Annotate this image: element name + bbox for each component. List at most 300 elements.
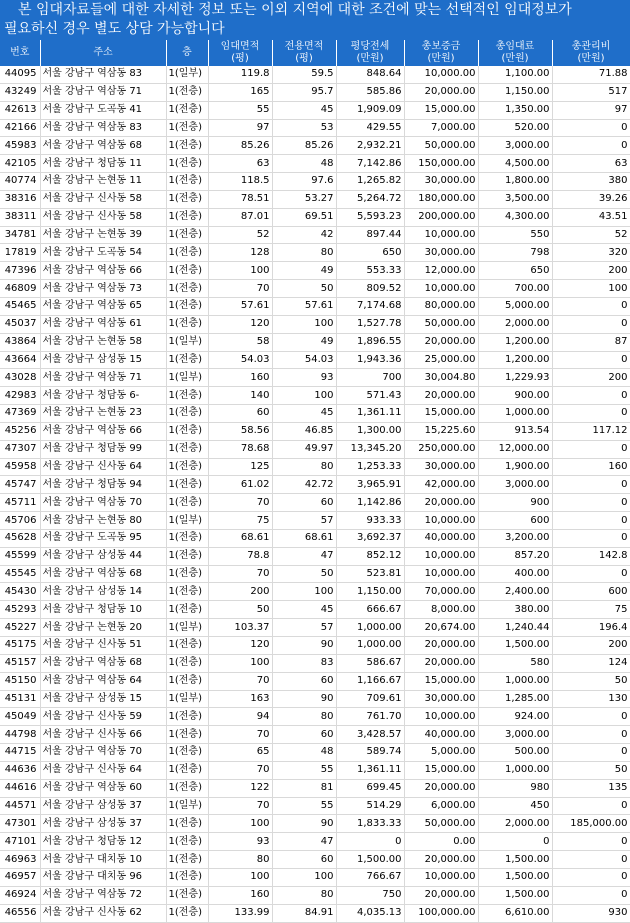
cell-lease-area: 78.68: [208, 440, 272, 458]
cell-deposit: 10,000.00: [404, 512, 478, 530]
cell-maintenance: 0: [552, 797, 630, 815]
cell-address: 서울 강남구 역삼동 70: [40, 494, 166, 512]
table-row: [0, 672, 630, 690]
table-row: [0, 583, 630, 601]
cell-price-per-pyeong: 553.33: [336, 262, 404, 280]
cell-lease-area: 70: [208, 672, 272, 690]
cell-lease-area: 70: [208, 280, 272, 298]
cell-lease-area: 94: [208, 708, 272, 726]
cell-price-per-pyeong: 699.45: [336, 779, 404, 797]
cell-floor: 1(전층): [166, 851, 208, 869]
cell-price-per-pyeong: 1,253.33: [336, 458, 404, 476]
cell-floor: 1(전층): [166, 583, 208, 601]
cell-exclusive-area: 42: [272, 226, 336, 244]
cell-lease-area: 97: [208, 119, 272, 137]
cell-lease-area: 125: [208, 458, 272, 476]
cell-number: 45465: [0, 297, 40, 315]
cell-address: 서울 강남구 역삼동 83: [40, 119, 166, 137]
table-row: [0, 315, 630, 333]
cell-deposit: 20,000.00: [404, 654, 478, 672]
cell-rent: 3,200.00: [478, 529, 552, 547]
cell-address: 서울 강남구 논현동 11: [40, 173, 166, 191]
cell-maintenance: 63: [552, 155, 630, 173]
cell-number: 42166: [0, 119, 40, 137]
cell-number: 43664: [0, 351, 40, 369]
cell-number: 47101: [0, 833, 40, 851]
cell-lease-area: 57.61: [208, 297, 272, 315]
cell-price-per-pyeong: 933.33: [336, 512, 404, 530]
cell-maintenance: 0: [552, 119, 630, 137]
table-row: [0, 173, 630, 191]
cell-rent: 700.00: [478, 280, 552, 298]
table-row: [0, 262, 630, 280]
cell-exclusive-area: 100: [272, 387, 336, 405]
cell-floor: 1(전층): [166, 226, 208, 244]
cell-price-per-pyeong: 3,692.37: [336, 529, 404, 547]
cell-exclusive-area: 84.91: [272, 904, 336, 922]
cell-deposit: 20,000.00: [404, 779, 478, 797]
cell-rent: 5,000.00: [478, 297, 552, 315]
cell-lease-area: 140: [208, 387, 272, 405]
cell-floor: 1(전층): [166, 815, 208, 833]
banner-line-2: 필요하신 경우 별도 상담 가능합니다: [4, 21, 225, 37]
cell-rent: 1,900.00: [478, 458, 552, 476]
cell-deposit: 50,000.00: [404, 137, 478, 155]
table-row: [0, 886, 630, 904]
cell-price-per-pyeong: 761.70: [336, 708, 404, 726]
cell-address: 서울 강남구 논현동 58: [40, 333, 166, 351]
cell-floor: 1(일부): [166, 690, 208, 708]
cell-deposit: 15,225.60: [404, 422, 478, 440]
cell-maintenance: 87: [552, 333, 630, 351]
cell-exclusive-area: 55: [272, 761, 336, 779]
cell-number: 38316: [0, 190, 40, 208]
cell-deposit: 15,000.00: [404, 101, 478, 119]
cell-rent: 980: [478, 779, 552, 797]
cell-deposit: 30,004.80: [404, 369, 478, 387]
cell-exclusive-area: 83: [272, 654, 336, 672]
cell-lease-area: 70: [208, 797, 272, 815]
cell-exclusive-area: 59.5: [272, 66, 336, 83]
cell-floor: 1(전층): [166, 565, 208, 583]
cell-rent: 913.54: [478, 422, 552, 440]
cell-number: 45049: [0, 708, 40, 726]
table-row: [0, 66, 630, 83]
cell-maintenance: 130: [552, 690, 630, 708]
table-row: [0, 797, 630, 815]
cell-rent: 924.00: [478, 708, 552, 726]
cell-price-per-pyeong: 0: [336, 833, 404, 851]
cell-maintenance: 71.88: [552, 66, 630, 83]
cell-floor: 1(전층): [166, 779, 208, 797]
cell-address: 서울 강남구 역삼동 65: [40, 297, 166, 315]
cell-address: 서울 강남구 신사동 59: [40, 708, 166, 726]
table-row: [0, 904, 630, 922]
cell-maintenance: 0: [552, 351, 630, 369]
cell-maintenance: 0: [552, 565, 630, 583]
cell-maintenance: 0: [552, 886, 630, 904]
cell-lease-area: 75: [208, 512, 272, 530]
cell-address: 서울 강남구 신사동 58: [40, 190, 166, 208]
cell-rent: 1,200.00: [478, 333, 552, 351]
cell-number: 44636: [0, 761, 40, 779]
cell-rent: 4,300.00: [478, 208, 552, 226]
cell-deposit: 40,000.00: [404, 726, 478, 744]
cell-floor: 1(전층): [166, 672, 208, 690]
cell-address: 서울 강남구 신사동 58: [40, 208, 166, 226]
cell-lease-area: 70: [208, 726, 272, 744]
cell-number: 45599: [0, 547, 40, 565]
cell-maintenance: 0: [552, 387, 630, 405]
table-body: [0, 66, 630, 922]
cell-number: 44616: [0, 779, 40, 797]
cell-floor: 1(전층): [166, 904, 208, 922]
cell-rent: 450: [478, 797, 552, 815]
cell-maintenance: 0: [552, 708, 630, 726]
table-row: [0, 405, 630, 423]
cell-number: 45227: [0, 619, 40, 637]
cell-maintenance: 185,000.00: [552, 815, 630, 833]
table-row: [0, 637, 630, 655]
cell-floor: 1(전층): [166, 440, 208, 458]
cell-floor: 1(전층): [166, 601, 208, 619]
cell-floor: 1(전층): [166, 280, 208, 298]
cell-rent: 600: [478, 512, 552, 530]
cell-exclusive-area: 49.97: [272, 440, 336, 458]
cell-address: 서울 강남구 역삼동 60: [40, 779, 166, 797]
cell-lease-area: 50: [208, 601, 272, 619]
table-row: [0, 440, 630, 458]
cell-address: 서울 강남구 역삼동 73: [40, 280, 166, 298]
cell-deposit: 10,000.00: [404, 868, 478, 886]
table-row: [0, 851, 630, 869]
cell-rent: 0: [478, 833, 552, 851]
cell-lease-area: 78.8: [208, 547, 272, 565]
cell-floor: 1(전층): [166, 761, 208, 779]
cell-number: 46924: [0, 886, 40, 904]
cell-exclusive-area: 90: [272, 637, 336, 655]
cell-lease-area: 100: [208, 815, 272, 833]
cell-rent: 1,285.00: [478, 690, 552, 708]
cell-maintenance: 43.51: [552, 208, 630, 226]
cell-address: 서울 강남구 역삼동 68: [40, 137, 166, 155]
cell-maintenance: 117.12: [552, 422, 630, 440]
cell-exclusive-area: 46.85: [272, 422, 336, 440]
cell-address: 서울 강남구 삼성동 37: [40, 797, 166, 815]
cell-exclusive-area: 45: [272, 101, 336, 119]
cell-number: 43864: [0, 333, 40, 351]
cell-rent: 1,800.00: [478, 173, 552, 191]
cell-exclusive-area: 49: [272, 262, 336, 280]
cell-lease-area: 122: [208, 779, 272, 797]
cell-address: 서울 강남구 논현동 80: [40, 512, 166, 530]
cell-number: 42983: [0, 387, 40, 405]
cell-price-per-pyeong: 1,000.00: [336, 637, 404, 655]
cell-rent: 1,500.00: [478, 868, 552, 886]
col-header-deposit: 총보증금 (만원): [404, 40, 478, 66]
cell-rent: 6,610.00: [478, 904, 552, 922]
cell-price-per-pyeong: 1,361.11: [336, 405, 404, 423]
cell-number: 45706: [0, 512, 40, 530]
cell-exclusive-area: 49: [272, 333, 336, 351]
cell-deposit: 20,000.00: [404, 886, 478, 904]
table-row: [0, 387, 630, 405]
cell-exclusive-area: 60: [272, 726, 336, 744]
cell-maintenance: 50: [552, 761, 630, 779]
col-header-exclusive-area: 전용면적 (평): [272, 40, 336, 66]
cell-lease-area: 120: [208, 315, 272, 333]
cell-price-per-pyeong: 5,264.72: [336, 190, 404, 208]
table-row: [0, 226, 630, 244]
cell-rent: 3,000.00: [478, 137, 552, 155]
cell-floor: 1(전층): [166, 458, 208, 476]
table-row: [0, 119, 630, 137]
cell-maintenance: 97: [552, 101, 630, 119]
cell-floor: 1(전층): [166, 529, 208, 547]
cell-rent: 3,000.00: [478, 726, 552, 744]
cell-exclusive-area: 57.61: [272, 297, 336, 315]
cell-rent: 520.00: [478, 119, 552, 137]
cell-address: 서울 강남구 청담동 10: [40, 601, 166, 619]
cell-number: 46963: [0, 851, 40, 869]
cell-number: 43249: [0, 83, 40, 101]
cell-lease-area: 160: [208, 886, 272, 904]
cell-number: 38311: [0, 208, 40, 226]
cell-price-per-pyeong: 3,965.91: [336, 476, 404, 494]
cell-number: 44715: [0, 744, 40, 762]
cell-address: 서울 강남구 논현동 23: [40, 405, 166, 423]
cell-number: 46556: [0, 904, 40, 922]
cell-address: 서울 강남구 역삼동 66: [40, 422, 166, 440]
cell-address: 서울 강남구 역삼동 83: [40, 66, 166, 83]
cell-number: 40774: [0, 173, 40, 191]
cell-price-per-pyeong: 571.43: [336, 387, 404, 405]
cell-address: 서울 강남구 역삼동 71: [40, 83, 166, 101]
table-row: [0, 351, 630, 369]
cell-lease-area: 118.5: [208, 173, 272, 191]
cell-number: 45983: [0, 137, 40, 155]
cell-exclusive-area: 42.72: [272, 476, 336, 494]
cell-maintenance: 380: [552, 173, 630, 191]
cell-exclusive-area: 60: [272, 672, 336, 690]
cell-lease-area: 165: [208, 83, 272, 101]
cell-deposit: 20,674.00: [404, 619, 478, 637]
cell-price-per-pyeong: 897.44: [336, 226, 404, 244]
cell-maintenance: 135: [552, 779, 630, 797]
cell-address: 서울 강남구 역삼동 68: [40, 654, 166, 672]
cell-deposit: 250,000.00: [404, 440, 478, 458]
cell-lease-area: 58: [208, 333, 272, 351]
cell-lease-area: 100: [208, 262, 272, 280]
cell-maintenance: 0: [552, 868, 630, 886]
header-row: [0, 40, 630, 66]
cell-price-per-pyeong: 1,500.00: [336, 851, 404, 869]
cell-maintenance: 39.26: [552, 190, 630, 208]
cell-price-per-pyeong: 666.67: [336, 601, 404, 619]
cell-deposit: 200,000.00: [404, 208, 478, 226]
cell-maintenance: 200: [552, 369, 630, 387]
cell-price-per-pyeong: 2,932.21: [336, 137, 404, 155]
cell-maintenance: 0: [552, 476, 630, 494]
cell-exclusive-area: 55: [272, 797, 336, 815]
table-row: [0, 868, 630, 886]
table-row: [0, 297, 630, 315]
cell-address: 서울 강남구 역삼동 72: [40, 886, 166, 904]
table-row: [0, 529, 630, 547]
table-row: [0, 833, 630, 851]
cell-rent: 1,500.00: [478, 851, 552, 869]
cell-exclusive-area: 90: [272, 690, 336, 708]
cell-rent: 1,350.00: [478, 101, 552, 119]
cell-exclusive-area: 80: [272, 886, 336, 904]
table-row: [0, 744, 630, 762]
cell-rent: 4,500.00: [478, 155, 552, 173]
cell-address: 서울 강남구 도곡동 41: [40, 101, 166, 119]
cell-number: 44798: [0, 726, 40, 744]
cell-lease-area: 54.03: [208, 351, 272, 369]
cell-price-per-pyeong: 709.61: [336, 690, 404, 708]
cell-rent: 2,000.00: [478, 315, 552, 333]
cell-floor: 1(전층): [166, 137, 208, 155]
banner-line-1: 본 임대자료들에 대한 자세한 정보 또는 이외 지역에 대한 조건에 맞는 선택적인 임대정보가: [18, 2, 572, 18]
cell-exclusive-area: 53.27: [272, 190, 336, 208]
cell-address: 서울 강남구 청담동 12: [40, 833, 166, 851]
cell-price-per-pyeong: 809.52: [336, 280, 404, 298]
cell-address: 서울 강남구 역삼동 66: [40, 262, 166, 280]
cell-deposit: 0.00: [404, 833, 478, 851]
table-row: [0, 815, 630, 833]
cell-exclusive-area: 57: [272, 512, 336, 530]
cell-floor: 1(전층): [166, 387, 208, 405]
cell-number: 42105: [0, 155, 40, 173]
cell-rent: 1,100.00: [478, 66, 552, 83]
col-header-number: 번호: [0, 40, 40, 66]
cell-floor: 1(전층): [166, 351, 208, 369]
col-header-maintenance: 총관리비 (만원): [552, 40, 630, 66]
cell-exclusive-area: 45: [272, 601, 336, 619]
cell-exclusive-area: 69.51: [272, 208, 336, 226]
cell-deposit: 7,000.00: [404, 119, 478, 137]
cell-price-per-pyeong: 1,896.55: [336, 333, 404, 351]
cell-floor: 1(전층): [166, 315, 208, 333]
cell-deposit: 50,000.00: [404, 315, 478, 333]
cell-floor: 1(전층): [166, 422, 208, 440]
cell-exclusive-area: 95.7: [272, 83, 336, 101]
cell-price-per-pyeong: 1,527.78: [336, 315, 404, 333]
table-row: [0, 708, 630, 726]
table-row: [0, 690, 630, 708]
cell-number: 45256: [0, 422, 40, 440]
cell-maintenance: 600: [552, 583, 630, 601]
cell-rent: 1,200.00: [478, 351, 552, 369]
cell-maintenance: 200: [552, 637, 630, 655]
cell-address: 서울 강남구 도곡동 54: [40, 244, 166, 262]
cell-maintenance: 0: [552, 440, 630, 458]
cell-address: 서울 강남구 역삼동 71: [40, 369, 166, 387]
cell-number: 47301: [0, 815, 40, 833]
cell-exclusive-area: 47: [272, 547, 336, 565]
cell-address: 서울 강남구 대치동 10: [40, 851, 166, 869]
cell-rent: 1,000.00: [478, 761, 552, 779]
cell-rent: 1,150.00: [478, 83, 552, 101]
table-row: [0, 494, 630, 512]
cell-floor: 1(일부): [166, 797, 208, 815]
cell-floor: 1(전층): [166, 208, 208, 226]
cell-lease-area: 70: [208, 494, 272, 512]
cell-deposit: 10,000.00: [404, 66, 478, 83]
cell-price-per-pyeong: 1,000.00: [336, 619, 404, 637]
cell-price-per-pyeong: 585.86: [336, 83, 404, 101]
cell-price-per-pyeong: 852.12: [336, 547, 404, 565]
cell-floor: 1(일부): [166, 66, 208, 83]
cell-address: 서울 강남구 청담동 99: [40, 440, 166, 458]
cell-exclusive-area: 60: [272, 494, 336, 512]
cell-lease-area: 68.61: [208, 529, 272, 547]
cell-price-per-pyeong: 1,909.09: [336, 101, 404, 119]
cell-address: 서울 강남구 삼성동 44: [40, 547, 166, 565]
cell-exclusive-area: 90: [272, 815, 336, 833]
cell-address: 서울 강남구 삼성동 15: [40, 690, 166, 708]
cell-floor: 1(전층): [166, 833, 208, 851]
cell-rent: 2,000.00: [478, 815, 552, 833]
cell-exclusive-area: 80: [272, 708, 336, 726]
cell-price-per-pyeong: 523.81: [336, 565, 404, 583]
cell-deposit: 8,000.00: [404, 601, 478, 619]
cell-maintenance: 100: [552, 280, 630, 298]
cell-exclusive-area: 50: [272, 280, 336, 298]
cell-number: 45711: [0, 494, 40, 512]
table-row: [0, 654, 630, 672]
cell-floor: 1(전층): [166, 744, 208, 762]
cell-deposit: 10,000.00: [404, 708, 478, 726]
cell-number: 45293: [0, 601, 40, 619]
cell-price-per-pyeong: 650: [336, 244, 404, 262]
cell-deposit: 40,000.00: [404, 529, 478, 547]
cell-address: 서울 강남구 역삼동 68: [40, 565, 166, 583]
cell-lease-area: 52: [208, 226, 272, 244]
cell-rent: 500.00: [478, 744, 552, 762]
cell-price-per-pyeong: 586.67: [336, 654, 404, 672]
cell-lease-area: 58.56: [208, 422, 272, 440]
cell-rent: 1,500.00: [478, 637, 552, 655]
cell-price-per-pyeong: 1,943.36: [336, 351, 404, 369]
table-row: [0, 244, 630, 262]
cell-exclusive-area: 100: [272, 583, 336, 601]
cell-address: 서울 강남구 삼성동 14: [40, 583, 166, 601]
cell-price-per-pyeong: 7,174.68: [336, 297, 404, 315]
cell-floor: 1(전층): [166, 119, 208, 137]
cell-rent: 900.00: [478, 387, 552, 405]
cell-maintenance: 0: [552, 529, 630, 547]
table-row: [0, 137, 630, 155]
cell-maintenance: 160: [552, 458, 630, 476]
cell-deposit: 30,000.00: [404, 173, 478, 191]
cell-exclusive-area: 97.6: [272, 173, 336, 191]
cell-maintenance: 0: [552, 851, 630, 869]
cell-deposit: 20,000.00: [404, 83, 478, 101]
cell-number: 45131: [0, 690, 40, 708]
cell-floor: 1(전층): [166, 868, 208, 886]
cell-maintenance: 930: [552, 904, 630, 922]
cell-lease-area: 120: [208, 637, 272, 655]
table-row: [0, 726, 630, 744]
cell-number: 42613: [0, 101, 40, 119]
cell-floor: 1(전층): [166, 405, 208, 423]
cell-number: 43028: [0, 369, 40, 387]
cell-floor: 1(전층): [166, 708, 208, 726]
cell-address: 서울 강남구 신사동 64: [40, 761, 166, 779]
cell-exclusive-area: 47: [272, 833, 336, 851]
